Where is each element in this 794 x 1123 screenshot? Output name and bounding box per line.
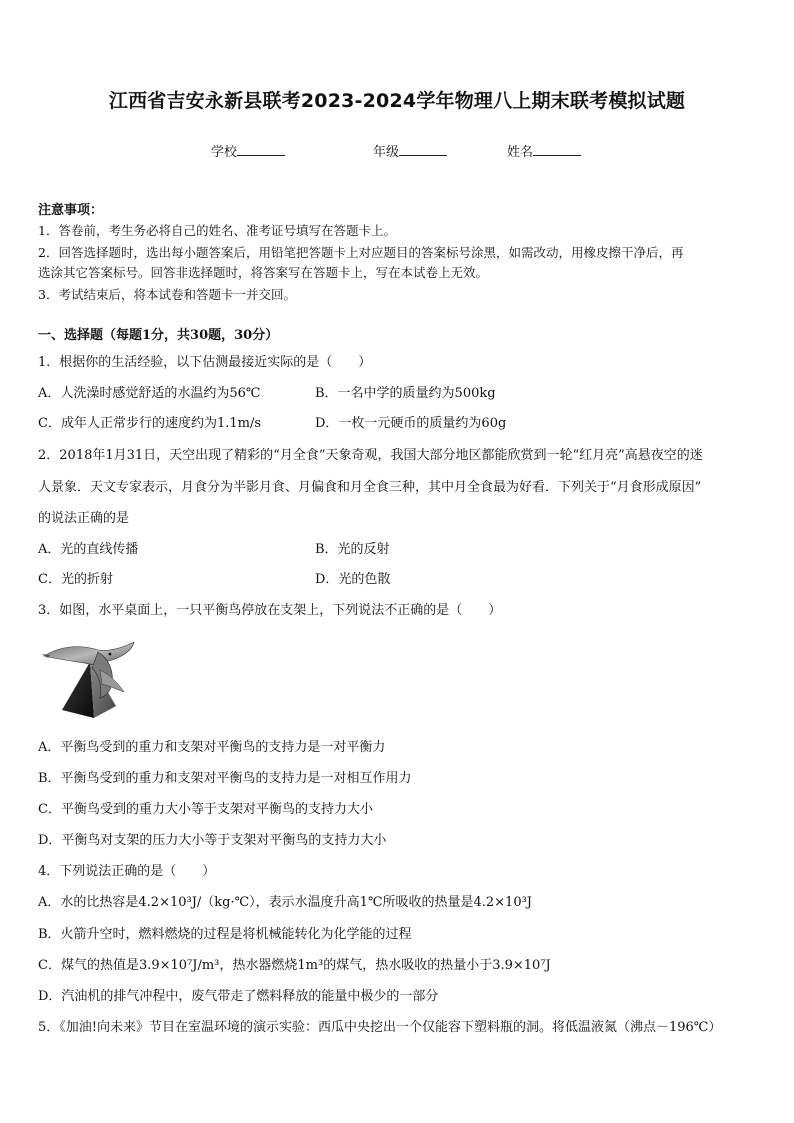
q2-option-a: A．光的直线传播 <box>38 542 139 557</box>
question-1-stem: 1．根据你的生活经验，以下估测最接近实际的是（ ） <box>38 355 372 370</box>
question-2-stem: 的说法正确的是 <box>38 511 130 526</box>
question-2-stem: 2．2018年1月31日，天空出现了精彩的“月全食”天象奇观，我国大部分地区都能欣赏到一轮“红月亮”高悬夜空的迷 <box>38 448 703 463</box>
notice-item: 2．回答选择题时，选出每小题答案后，用铅笔把答题卡上对应题目的答案标号涂黑，如需改动，用橡皮擦干净后，再 <box>38 245 684 260</box>
school-blank <box>237 143 285 156</box>
question-5-stem: 5．《加油!向未来》节目在室温环境的演示实验：西瓜中央挖出一个仅能容下塑料瓶的洞。将低温液氮（沸点－196℃） <box>38 1020 722 1035</box>
notice-item: 3．考试结束后，将本试卷和答题卡一并交回。 <box>38 287 296 302</box>
q4-option-c: C．煤气的热值是3.9×10⁷J/m³，热水器燃烧1m³的煤气，热水吸收的热量小于3.9×10⁷J <box>38 958 551 973</box>
q3-option-a: A．平衡鸟受到的重力和支架对平衡鸟的支持力是一对平衡力 <box>38 740 386 755</box>
question-4-stem: 4．下列说法正确的是（ ） <box>38 864 216 879</box>
question-2-stem: 人景象．天文专家表示，月食分为半影月食、月偏食和月全食三种，其中月全食最为好看．下列关于“月食形成原因” <box>38 480 702 495</box>
q1-option-b: B．一名中学的质量约为500kg <box>315 386 496 401</box>
balance-bird-figure <box>40 640 140 720</box>
q3-option-c: C．平衡鸟受到的重力大小等于支架对平衡鸟的支持力大小 <box>38 802 373 817</box>
q4-option-a: A．水的比热容是4.2×10³J/（kg·℃），表示水温度升高1℃所吸收的热量是4.2×10³J <box>38 895 533 910</box>
q4-option-b: B．火箭升空时，燃料燃烧的过程是将机械能转化为化学能的过程 <box>38 927 412 942</box>
name-blank <box>533 143 581 156</box>
school-label: 学校 <box>211 145 238 160</box>
name-field <box>507 141 581 160</box>
q3-option-b: B．平衡鸟受到的重力和支架对平衡鸟的支持力是一对相互作用力 <box>38 771 412 786</box>
grade-field <box>373 141 447 160</box>
name-label: 姓名 <box>507 145 534 160</box>
grade-label: 年级 <box>373 145 400 160</box>
notice-item: 1．答卷前，考生务必将自己的姓名、准考证号填写在答题卡上。 <box>38 223 396 238</box>
q1-option-c: C．成年人正常步行的速度约为1.1m/s <box>38 416 261 431</box>
q1-option-d: D．一枚一元硬币的质量约为60g <box>315 416 507 431</box>
q2-option-c: C．光的折射 <box>38 572 113 587</box>
section-heading: 一、选择题（每题1分，共30题，30分） <box>38 328 279 343</box>
q1-option-a: A．人洗澡时感觉舒适的水温约为56℃ <box>38 386 261 401</box>
notice-heading: 注意事项： <box>38 203 104 218</box>
grade-blank <box>399 143 447 156</box>
page-title: 江西省吉安永新县联考2023-2024学年物理八上期末联考模拟试题 <box>108 90 686 112</box>
student-info-row <box>0 141 794 159</box>
q2-option-b: B．光的反射 <box>315 542 390 557</box>
question-3-stem: 3．如图，水平桌面上，一只平衡鸟停放在支架上，下列说法不正确的是（ ） <box>38 603 502 618</box>
q2-option-d: D．光的色散 <box>315 572 391 587</box>
notice-item: 选涂其它答案标号。回答非选择题时，将答案写在答题卡上，写在本试卷上无效。 <box>38 265 489 280</box>
q4-option-d: D．汽油机的排气冲程中，废气带走了燃料释放的能量中极少的一部分 <box>38 989 439 1004</box>
school-field <box>211 141 285 160</box>
q3-option-d: D．平衡鸟对支架的压力大小等于支架对平衡鸟的支持力大小 <box>38 833 387 848</box>
